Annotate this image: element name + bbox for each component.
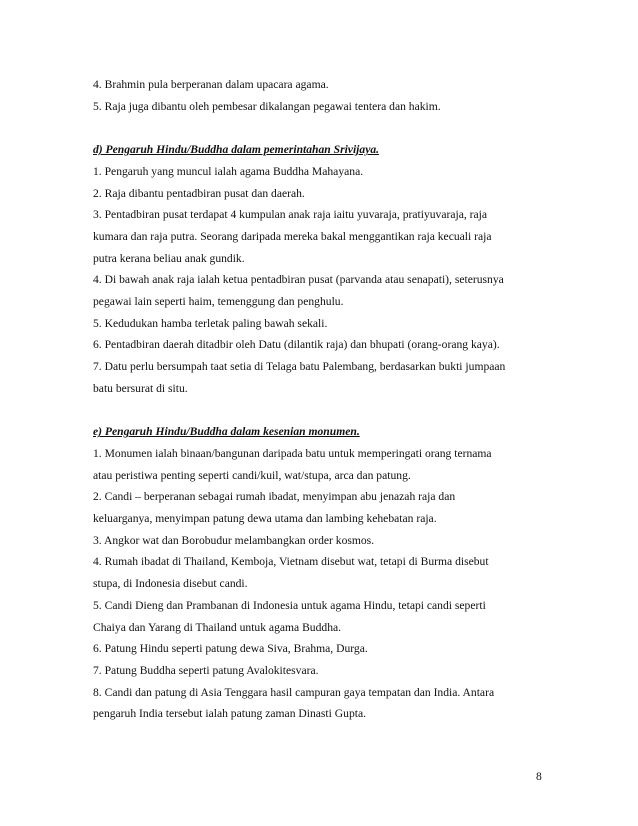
text-line: 5. Candi Dieng dan Prambanan di Indonesia untuk agama Hindu, tetapi candi seperti <box>93 598 486 612</box>
text-line: stupa, di Indonesia disebut candi. <box>93 577 248 591</box>
text-line: 3. Angkor wat dan Borobudur melambangkan order kosmos. <box>93 533 375 547</box>
page-content <box>93 74 563 725</box>
text-line: 1. Monumen ialah binaan/bangunan daripada batu untuk memperingati orang ternama <box>93 446 492 460</box>
text-line: pengaruh India tersebut ialah patung zaman Dinasti Gupta. <box>93 707 367 721</box>
text-line: 2. Raja dibantu pentadbiran pusat dan daerah. <box>93 186 305 200</box>
section-d-heading: d) Pengaruh Hindu/Buddha dalam pemerintahan Srivijaya. <box>93 143 380 157</box>
text-line: 8. Candi dan patung di Asia Tenggara hasil campuran gaya tempatan dan India. Antara <box>93 685 495 699</box>
text-line: 4. Brahmin pula berperanan dalam upacara agama. <box>93 78 329 91</box>
text-line: Chaiya dan Yarang di Thailand untuk agama Buddha. <box>93 620 342 634</box>
text-line: putra kerana beliau anak gundik. <box>93 251 245 265</box>
text-line: 7. Datu perlu bersumpah taat setia di Telaga batu Palembang, berdasarkan bukti jumpaan <box>93 360 506 374</box>
page-number: 8 <box>536 770 542 783</box>
text-line: 5. Raja juga dibantu oleh pembesar dikalangan pegawai tentera dan hakim. <box>93 99 441 113</box>
text-line: kumara dan raja putra. Seorang daripada mereka bakal menggantikan raja kecuali raja <box>93 229 492 243</box>
text-line: keluarganya, menyimpan patung dewa utama dan lambing kehebatan raja. <box>93 512 437 526</box>
text-line: 6. Patung Hindu seperti patung dewa Siva, Brahma, Durga. <box>93 642 368 656</box>
text-line: 4. Di bawah anak raja ialah ketua pentadbiran pusat (parvanda atau senapati), seterusnya <box>93 273 504 287</box>
text-line: 5. Kedudukan hamba terletak paling bawah sekali. <box>93 316 328 330</box>
text-line: 4. Rumah ibadat di Thailand, Kemboja, Vietnam disebut wat, tetapi di Burma disebut <box>93 555 489 569</box>
paragraph-gap <box>93 117 563 139</box>
text-line: 3. Pentadbiran pusat terdapat 4 kumpulan anak raja iaitu yuvaraja, pratiyuvaraja, raja <box>93 208 488 222</box>
text-line: 2. Candi – berperanan sebagai rumah ibadat, menyimpan abu jenazah raja dan <box>93 490 456 504</box>
paragraph-gap <box>93 400 563 422</box>
text-line: batu bersurat di situ. <box>93 381 188 395</box>
text-line: 6. Pentadbiran daerah ditadbir oleh Datu (dilantik raja) dan bhupati (orang-orang kaya). <box>93 338 500 352</box>
text-line: atau peristiwa penting seperti candi/kuil, wat/stupa, arca dan patung. <box>93 468 411 482</box>
text-line: 1. Pengaruh yang muncul ialah agama Buddha Mahayana. <box>93 164 364 178</box>
text-line: pegawai lain seperti haim, temenggung dan penghulu. <box>93 295 344 309</box>
section-e-heading: e) Pengaruh Hindu/Buddha dalam kesenian monumen. <box>93 425 360 439</box>
text-line: 7. Patung Buddha seperti patung Avalokitesvara. <box>93 663 319 677</box>
